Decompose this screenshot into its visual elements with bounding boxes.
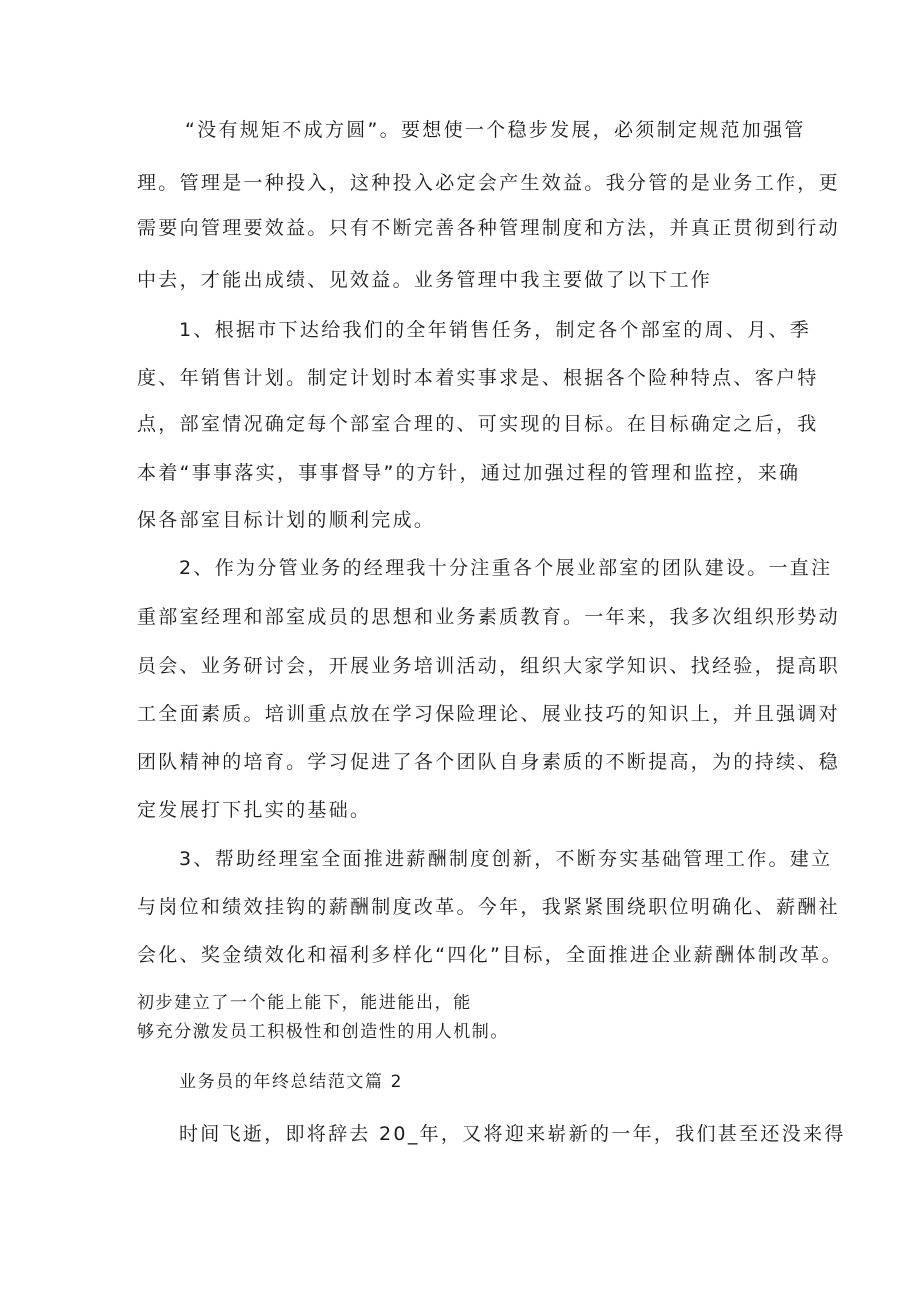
paragraph-3-line-4: 工全面素质。培训重点放在学习保险理论、展业技巧的知识上，并且强调对: [137, 703, 840, 725]
paragraph-3-line-5: 团队精神的培育。学习促进了各个团队自身素质的不断提高，为的持续、稳: [137, 751, 840, 773]
paragraph-2-line-4: 本着“事事落实，事事督导”的方针，通过加强过程的管理和监控，来确: [137, 462, 801, 484]
paragraph-4-line-2: 与岗位和绩效挂钩的薪酬制度改革。今年，我紧紧围绕职位明确化、薪酬社: [137, 896, 840, 918]
paragraph-1-line-2: 理。管理是一种投入，这种投入必定会产生效益。我分管的是业务工作，更: [137, 172, 840, 194]
paragraph-5-line-1: 时间飞逝，即将辞去 20_年，又将迎来崭新的一年，我们甚至还没来得: [179, 1123, 846, 1145]
paragraph-2-line-1: 1、根据市下达给我们的全年销售任务，制定各个部室的周、月、季: [179, 319, 812, 341]
paragraph-3-line-3: 员会、业务研讨会，开展业务培训活动，组织大家学知识、找经验，提高职: [137, 655, 840, 677]
paragraph-1-line-3: 需要向管理要效益。只有不断完善各种管理制度和方法，并真正贯彻到行动: [137, 217, 840, 239]
paragraph-4-tail-line-1: 初步建立了一个能上能下，能进能出，能: [137, 993, 472, 1013]
paragraph-3-line-1: 2、作为分管业务的经理我十分注重各个展业部室的团队建设。一直注: [179, 557, 833, 579]
paragraph-2-line-5: 保各部室目标计划的顺利完成。: [137, 509, 436, 531]
section-heading: 业务员的年终总结范文篇 2: [179, 1072, 404, 1092]
paragraph-4-tail-line-2: 够充分激发员工积极性和创造性的用人机制。: [137, 1022, 509, 1042]
paragraph-4-line-3: 会化、奖金绩效化和福利多样化“四化”目标，全面推进企业薪酬体制改革。: [137, 944, 843, 966]
paragraph-3-line-2: 重部室经理和部室成员的思想和业务素质教育。一年来，我多次组织形势动: [137, 606, 840, 628]
paragraph-2-line-3: 点，部室情况确定每个部室合理的、可实现的目标。在目标确定之后，我: [137, 413, 819, 435]
paragraph-4-line-1: 3、帮助经理室全面推进薪酬制度创新，不断夯实基础管理工作。建立: [179, 848, 833, 870]
paragraph-3-line-6: 定发展打下扎实的基础。: [137, 799, 372, 821]
paragraph-2-line-2: 度、年销售计划。制定计划时本着实事求是、根据各个险种特点、客户特: [137, 367, 819, 389]
paragraph-1-line-4: 中去，才能出成绩、见效益。业务管理中我主要做了以下工作: [137, 269, 713, 291]
paragraph-1-line-1: “没有规矩不成方圆”。要想使一个稳步发展，必须制定规范加强管: [185, 119, 806, 141]
